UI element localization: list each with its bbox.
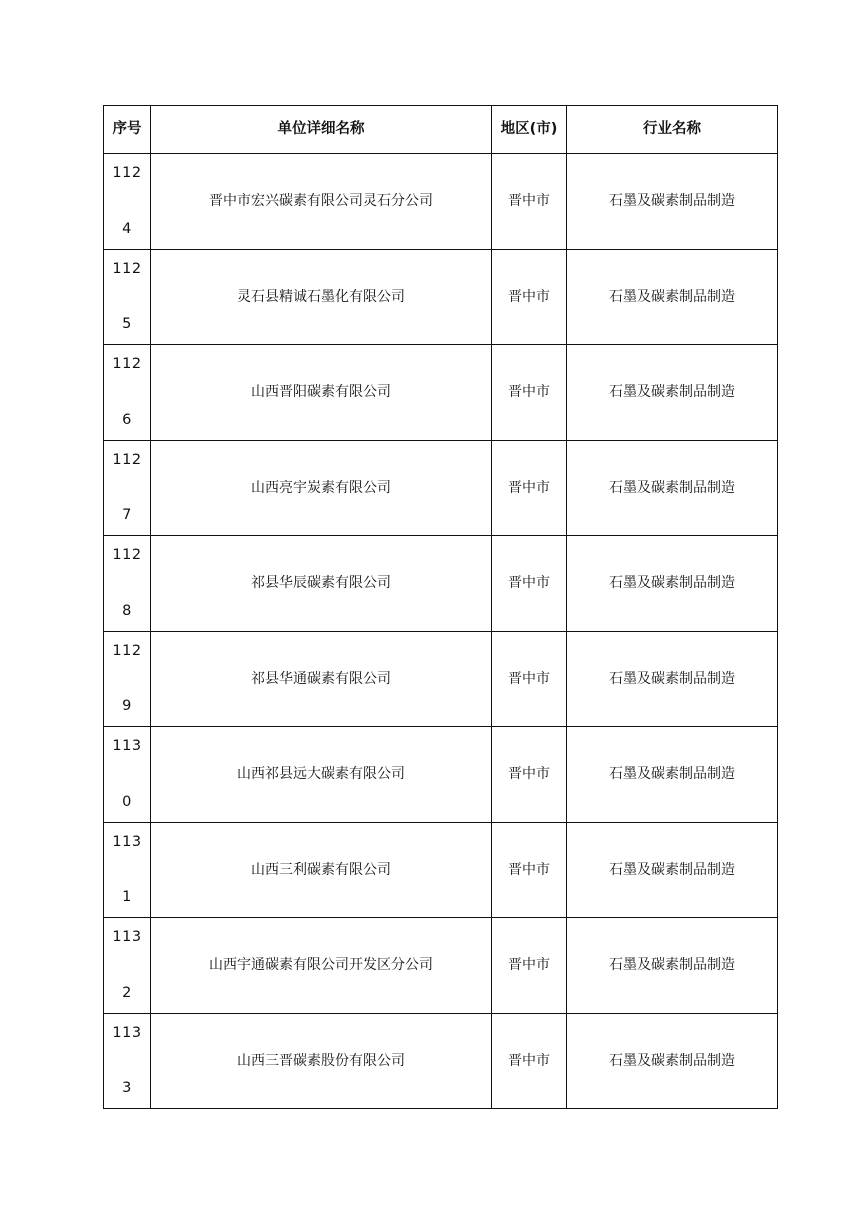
seq-top: 112 <box>112 165 142 182</box>
seq-cell <box>104 536 151 632</box>
region-cell: 晋中市 <box>492 822 567 918</box>
seq-cell <box>104 631 151 727</box>
unit-name-cell: 山西三利碳素有限公司 <box>151 822 492 918</box>
header-region: 地区(市) <box>492 106 567 154</box>
table-row <box>104 822 778 918</box>
industry-cell: 石墨及碳素制品制造 <box>567 154 778 250</box>
industry-cell: 石墨及碳素制品制造 <box>567 249 778 345</box>
seq-bottom: 3 <box>122 1080 132 1097</box>
industry-cell: 石墨及碳素制品制造 <box>567 822 778 918</box>
table-row <box>104 631 778 727</box>
unit-name-cell: 灵石县精诚石墨化有限公司 <box>151 249 492 345</box>
seq-bottom: 2 <box>122 984 132 1001</box>
industry-cell: 石墨及碳素制品制造 <box>567 440 778 536</box>
seq-top: 112 <box>112 451 142 468</box>
unit-name-cell: 山西晋阳碳素有限公司 <box>151 345 492 441</box>
seq-top: 112 <box>112 356 142 373</box>
region-cell: 晋中市 <box>492 440 567 536</box>
seq-cell <box>104 345 151 441</box>
industry-cell: 石墨及碳素制品制造 <box>567 1013 778 1109</box>
industry-cell: 石墨及碳素制品制造 <box>567 345 778 441</box>
unit-name-cell: 山西三晋碳素股份有限公司 <box>151 1013 492 1109</box>
seq-cell <box>104 727 151 823</box>
seq-bottom: 5 <box>122 316 132 333</box>
seq-cell <box>104 822 151 918</box>
region-cell: 晋中市 <box>492 727 567 823</box>
seq-cell <box>104 918 151 1014</box>
table-row <box>104 154 778 250</box>
seq-bottom: 4 <box>122 220 132 237</box>
seq-top: 112 <box>112 547 142 564</box>
seq-cell <box>104 249 151 345</box>
table-header-row <box>104 106 778 154</box>
table-row <box>104 918 778 1014</box>
table-row <box>104 1013 778 1109</box>
industry-cell: 石墨及碳素制品制造 <box>567 727 778 823</box>
seq-cell <box>104 1013 151 1109</box>
region-cell: 晋中市 <box>492 631 567 727</box>
seq-top: 113 <box>112 929 142 946</box>
unit-name-cell: 晋中市宏兴碳素有限公司灵石分公司 <box>151 154 492 250</box>
seq-bottom: 6 <box>122 411 132 428</box>
region-cell: 晋中市 <box>492 249 567 345</box>
unit-name-cell: 山西宇通碳素有限公司开发区分公司 <box>151 918 492 1014</box>
seq-top: 113 <box>112 1024 142 1041</box>
seq-cell <box>104 440 151 536</box>
seq-cell <box>104 154 151 250</box>
header-unit-name: 单位详细名称 <box>151 106 492 154</box>
unit-name-cell: 山西祁县远大碳素有限公司 <box>151 727 492 823</box>
seq-top: 112 <box>112 260 142 277</box>
table-row <box>104 345 778 441</box>
seq-bottom: 7 <box>122 507 132 524</box>
region-cell: 晋中市 <box>492 1013 567 1109</box>
seq-top: 113 <box>112 833 142 850</box>
region-cell: 晋中市 <box>492 536 567 632</box>
seq-bottom: 9 <box>122 698 132 715</box>
seq-bottom: 0 <box>122 793 132 810</box>
table-row <box>104 249 778 345</box>
unit-name-cell: 祁县华通碳素有限公司 <box>151 631 492 727</box>
enterprise-table <box>103 105 778 1109</box>
industry-cell: 石墨及碳素制品制造 <box>567 918 778 1014</box>
region-cell: 晋中市 <box>492 154 567 250</box>
industry-cell: 石墨及碳素制品制造 <box>567 631 778 727</box>
region-cell: 晋中市 <box>492 345 567 441</box>
unit-name-cell: 祁县华辰碳素有限公司 <box>151 536 492 632</box>
table-row <box>104 440 778 536</box>
header-industry: 行业名称 <box>567 106 778 154</box>
seq-bottom: 8 <box>122 602 132 619</box>
header-seq: 序号 <box>104 106 151 154</box>
seq-top: 113 <box>112 738 142 755</box>
industry-cell: 石墨及碳素制品制造 <box>567 536 778 632</box>
unit-name-cell: 山西亮宇炭素有限公司 <box>151 440 492 536</box>
table-row <box>104 536 778 632</box>
seq-top: 112 <box>112 642 142 659</box>
region-cell: 晋中市 <box>492 918 567 1014</box>
table-row <box>104 727 778 823</box>
seq-bottom: 1 <box>122 889 132 906</box>
